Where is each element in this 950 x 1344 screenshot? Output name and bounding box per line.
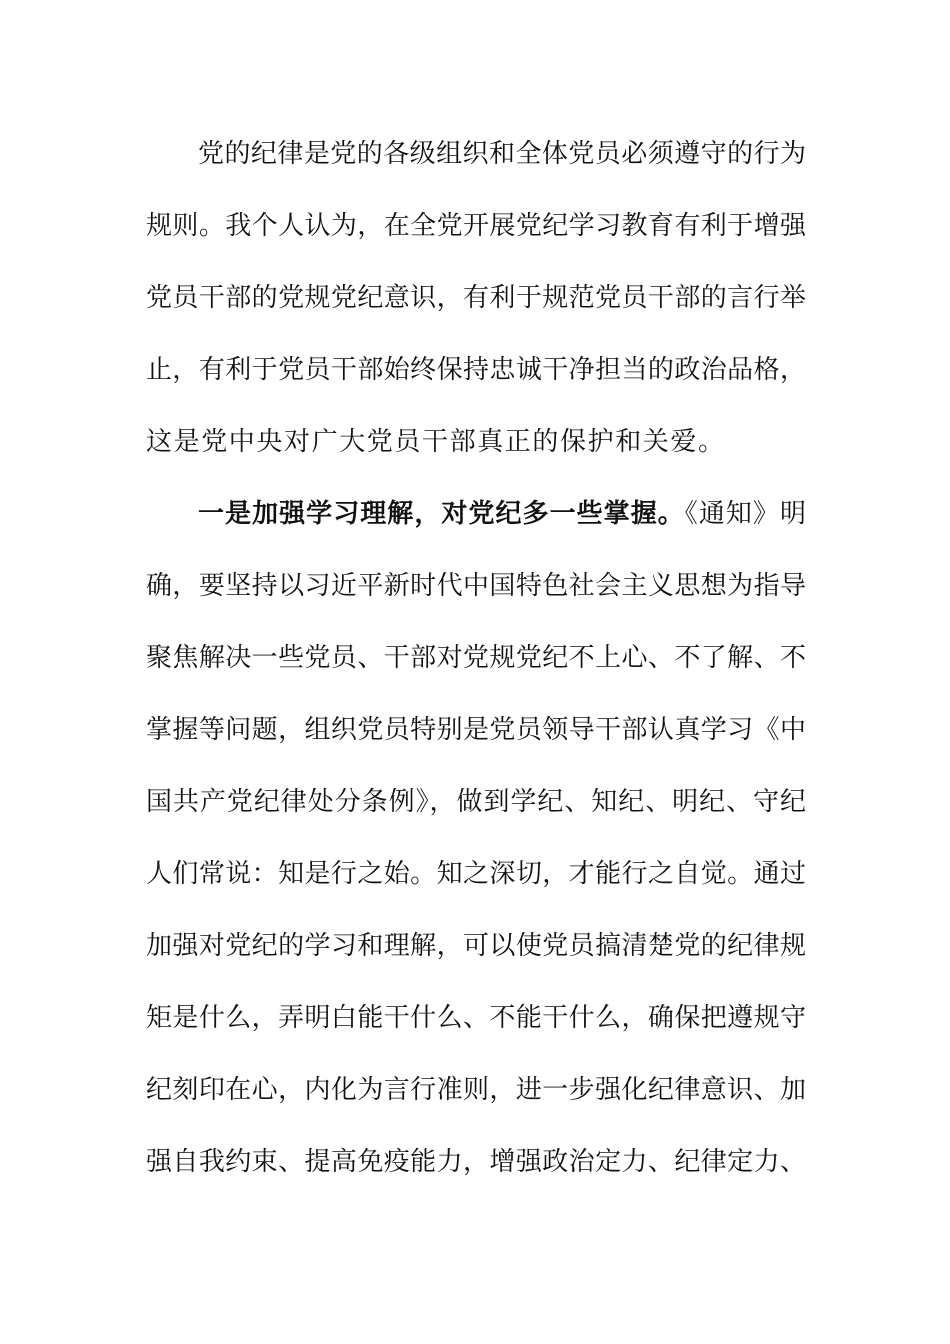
paragraph-2-line-9: 纪刻印在心，内化为言行准则，进一步强化纪律意识、加: [146, 1075, 806, 1105]
paragraph-2-line-6: 人们常说：知是行之始。知之深切，才能行之自觉。通过: [146, 859, 806, 889]
paragraph-2-line-2: 确，要坚持以习近平新时代中国特色社会主义思想为指导: [146, 571, 806, 601]
paragraph-1-line-5: 这是党中央对广大党员干部真正的保护和关爱。: [146, 427, 726, 457]
paragraph-2-line-5: 国共产党纪律处分条例》，做到学纪、知纪、明纪、守纪: [146, 787, 806, 817]
paragraph-2-line-4: 掌握等问题，组织党员特别是党员领导干部认真学习《中: [146, 715, 806, 745]
paragraph-2-line-8: 矩是什么，弄明白能干什么、不能干什么，确保把遵规守: [146, 1003, 806, 1033]
paragraph-1-line-4: 止，有利于党员干部始终保持忠诚干净担当的政治品格，: [146, 355, 806, 385]
paragraph-2-line-7: 加强对党纪的学习和理解，可以使党员搞清楚党的纪律规: [146, 931, 806, 961]
paragraph-2-first-line-rest: 《通知》明: [684, 499, 806, 529]
paragraph-1-line-3: 党员干部的党规党纪意识，有利于规范党员干部的言行举: [146, 283, 806, 313]
paragraph-2-line-1: [198, 494, 806, 534]
paragraph-2-line-10: 强自我约束、提高免疫能力，增强政治定力、纪律定力、: [146, 1147, 806, 1177]
paragraph-2-heading: 一是加强学习理解，对党纪多一些掌握。: [198, 499, 685, 529]
paragraph-1-line-2: 规则。我个人认为，在全党开展党纪学习教育有利于增强: [146, 211, 806, 241]
paragraph-2-line-3: 聚焦解决一些党员、干部对党规党纪不上心、不了解、不: [146, 643, 806, 673]
paragraph-1-line-1: 党的纪律是党的各级组织和全体党员必须遵守的行为: [198, 139, 806, 169]
